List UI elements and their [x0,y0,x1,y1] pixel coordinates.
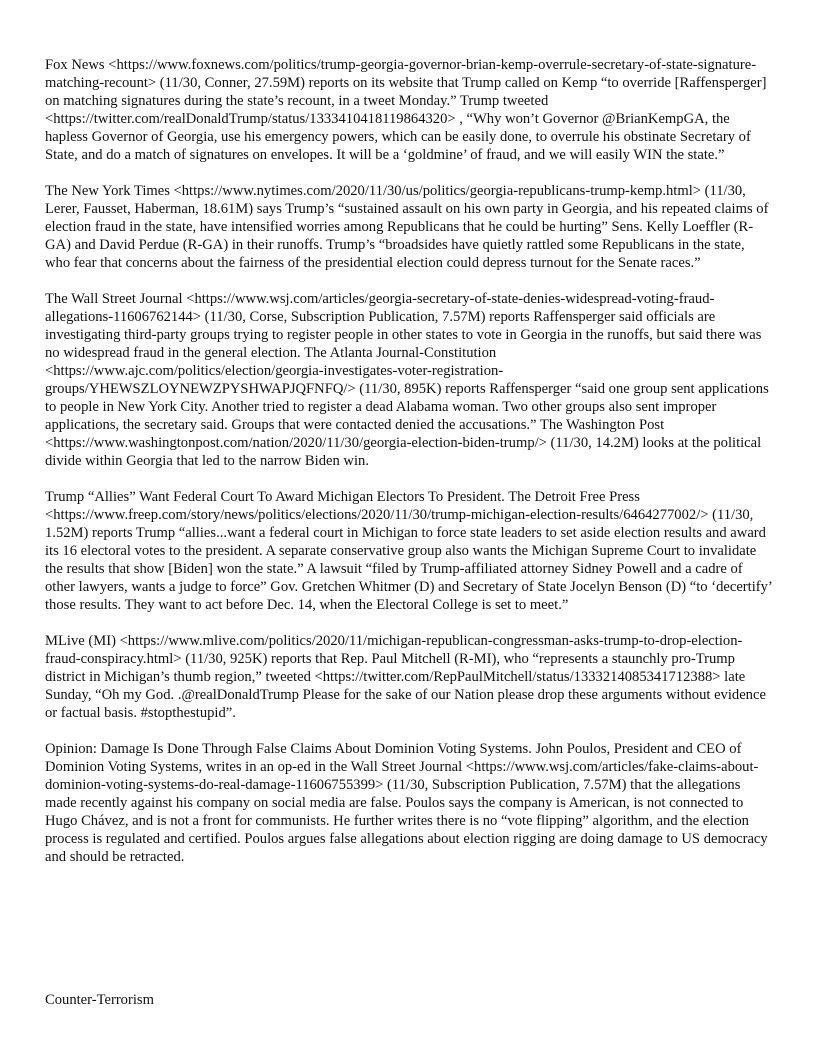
paragraph-fox-news: Fox News <https://www.foxnews.com/politics/trump-georgia-governor-brian-kemp-overrule-secretary-of-state-signature-matching-recount> (11/30, Conner, 27.59M) reports on its website that Trump called on Kemp “to override [Raffensperger] on matching signatures during the state’s recount, in a tweet Monday.” Trump tweeted <https://twitter.com/realDonaldTrump/status/1333410418119864320> , “Why won’t Governor @BrianKempGA, the hapless Governor of Georgia, use his emergency powers, which can be easily done, to overrule his obstinate Secretary of State, and do a match of signatures on envelopes. It will be a ‘goldmine’ of fraud, and we will easily WIN the state.” [45,57,767,163]
paragraph-michigan-electors: Trump “Allies” Want Federal Court To Award Michigan Electors To President. The Detroit Free Press <https://www.freep.com/story/news/politics/elections/2020/11/30/trump-michigan-election-results/6464277002/> (11/30, 1.52M) reports Trump “allies...want a federal court in Michigan to force state leaders to set aside election results and award its 16 electoral votes to the president. A separate conservative group also wants the Michigan Supreme Court to invalidate the results that show [Biden] won the state.” A lawsuit “filed by Trump-affiliated attorney Sidney Powell and a cadre of other lawyers, wants a judge to force” Gov. Gretchen Whitmer (D) and Secretary of State Jocelyn Benson (D) “to ‘decertify’ those results. They want to act before Dec. 14, when the Electoral College is set to meet.” [45,489,772,613]
section-heading: Counter-Terrorism [45,992,154,1008]
paragraph-dominion-opinion: Opinion: Damage Is Done Through False Claims About Dominion Voting Systems. John Poulos, President and CEO of Dominion Voting Systems, writes in an op-ed in the Wall Street Journal <https://www.wsj.com/articles/fake-claims-about-dominion-voting-systems-do-real-damage-11606755399> (11/30, Subscription Publication, 7.57M) that the allegations made recently against his company on social media are false. Poulos says the company is American, is not connected to Hugo Chávez, and is not a front for communists. He further writes there is no “vote flipping” algorithm, and the election process is regulated and certified. Poulos argues false allegations about election rigging are doing damage to US democracy and should be retracted. [45,741,768,865]
paragraph-wall-street-journal: The Wall Street Journal <https://www.wsj.com/articles/georgia-secretary-of-state-denies-widespread-voting-fraud-allegations-11606762144> (11/30, Corse, Subscription Publication, 7.57M) reports Raffensperger said officials are investigating third-party groups trying to register people in other states to vote in Georgia in the runoffs, but said there was no widespread fraud in the general election. The Atlanta Journal-Constitution <https://www.ajc.com/politics/election/georgia-investigates-voter-registration-groups/YHEWSZLOYNEWZPYSHWAPJQFNFQ/> (11/30, 895K) reports Raffensperger “said one group sent applications to people in New York City. Another tried to register a dead Alabama woman. Two other groups also sent improper applications, the secretary said. Groups that were contacted denied the accusations.” The Washington Post <https://www.washingtonpost.com/nation/2020/11/30/georgia-election-biden-trump/> (11/30, 14.2M) looks at the political divide within Georgia that led to the narrow Biden win. [45,291,769,469]
paragraph-mlive: MLive (MI) <https://www.mlive.com/politics/2020/11/michigan-republican-congressman-asks-trump-to-drop-election-fraud-conspiracy.html> (11/30, 925K) reports that Rep. Paul Mitchell (R-MI), who “represents a staunchly pro-Trump district in Michigan’s thumb region,” tweeted <https://twitter.com/RepPaulMitchell/status/1333214085341712388> late Sunday, “Oh my God. .@realDonaldTrump Please for the sake of our Nation please drop these arguments without evidence or factual basis. #stopthestupid”. [45,633,766,721]
document-body [45,56,773,884]
paragraph-new-york-times: The New York Times <https://www.nytimes.com/2020/11/30/us/politics/georgia-republicans-trump-kemp.html> (11/30, Lerer, Fausset, Haberman, 18.61M) says Trump’s “sustained assault on his own party in Georgia, and his repeated claims of election fraud in the state, have intensified worries among Republicans that he could be hurting” Sens. Kelly Loeffler (R-GA) and David Perdue (R-GA) in their runoffs. Trump’s “broadsides have quietly rattled some Republicans in the state, who fear that concerns about the fairness of the presidential election could depress turnout for the Senate races.” [45,183,769,271]
